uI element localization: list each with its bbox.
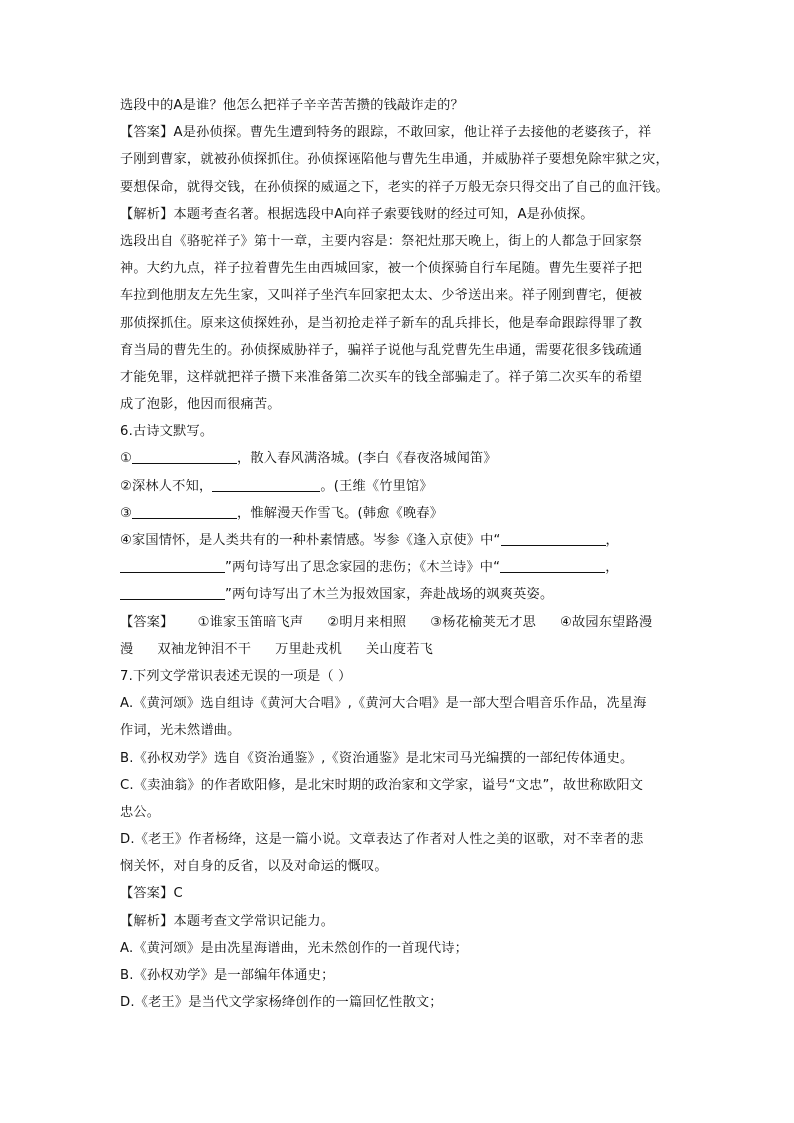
- fill-blank[interactable]: [120, 584, 225, 600]
- fill-blank[interactable]: [501, 530, 606, 546]
- q5-analysis-line: 育当局的曹先生的。孙侦探威胁祥子，骗祥子说他与乱党曹先生串通，需要花很多钱疏通: [120, 342, 643, 358]
- q5-analysis-line: 选段出自《骆驼祥子》第十一章，主要内容是：祭祀灶那天晚上，街上的人都急于回家祭: [120, 233, 643, 249]
- q6-item-4-cont: [120, 554, 680, 581]
- q6-item-4-comma: ，: [605, 533, 619, 548]
- answer-item: ①谁家玉笛暗飞声: [197, 614, 304, 630]
- q7-option: B.《孙权劝学》选自《资治通鉴》,《资治通鉴》是北宋司马光编撰的一部纪传体通史。: [120, 750, 634, 766]
- q6-item-2: [120, 473, 680, 500]
- q7-analysis-line: A.《黄河颂》是由冼星海谱曲，光未然创作的一首现代诗；: [120, 940, 469, 956]
- q6-item-4-comma: ，: [605, 560, 619, 576]
- q5-analysis-line: 【解析】本题考查名著。根据选段中A向祥子索要钱财的经过可知，A是孙侦探。: [120, 206, 594, 222]
- q6-item-3-prefix: ③: [120, 505, 133, 521]
- q7-option: 忠公。: [120, 804, 161, 820]
- answer-item: ④故园东望路漫: [560, 614, 653, 630]
- q5-analysis-line: 成了泡影，他因而很痛苦。: [120, 397, 281, 413]
- q6-item-1-prefix: ①: [120, 451, 133, 467]
- answer-item: 关山度若飞: [366, 641, 433, 657]
- q7-title: 7.下列文学常识表述无误的一项是（ ）: [120, 668, 352, 684]
- q6-item-1: [120, 445, 680, 472]
- q7-option: 悯关怀，对自身的反省，以及对命运的慨叹。: [120, 859, 388, 875]
- fill-blank[interactable]: [132, 448, 237, 464]
- q6-answer: [120, 609, 680, 636]
- q6-item-2-suffix: 。(王维《竹里馆》: [320, 478, 433, 494]
- q6-item-3-suffix: ，惟解漫天作雪飞。(韩愈《晚春》: [237, 505, 444, 521]
- q6-item-4: [120, 527, 680, 554]
- q7-analysis-line: 【解析】本题考查文学常识记能力。: [120, 913, 335, 929]
- q7-option: A.《黄河颂》选自组诗《黄河大合唱》,《黄河大合唱》是一部大型合唱音乐作品，冼星海: [120, 696, 647, 712]
- answer-item: ②明月来相照: [327, 614, 407, 630]
- q6-item-4-text: ④家国情怀，是人类共有的一种朴素情感。岑参《逢入京使》中“: [120, 533, 501, 548]
- q5-analysis-line: 神。大约九点，祥子拉着曹先生由西城回家，被一个侦探骑自行车尾随。曹先生要祥子把: [120, 261, 643, 277]
- q6-item-4-text2: ”两句诗写出了思念家园的悲伤；《木兰诗》中“: [225, 560, 501, 576]
- fill-blank[interactable]: [132, 503, 237, 519]
- q5-analysis-line: 车拉到他朋友左先生家，又叫祥子坐汽车回家把太太、少爷送出来。祥子刚到曹宅，便被: [120, 288, 643, 304]
- q6-item-1-suffix: ，散入春风满洛城。(李白《春夜洛城闻笛》: [237, 451, 497, 467]
- fill-blank[interactable]: [120, 557, 225, 573]
- q7-option: D.《老王》作者杨绛，这是一篇小说。文章表达了作者对人性之美的讴歌，对不幸者的悲: [120, 832, 644, 848]
- q6-title: 6.古诗文默写。: [120, 424, 214, 440]
- q6-item-3: [120, 500, 680, 527]
- q7-analysis-line: B.《孙权劝学》是一部编年体通史；: [120, 968, 335, 983]
- q6-answer-cont: [120, 636, 680, 663]
- q5-analysis-line: 才能免罪，这样就把祥子攒下来准备第二次买车的钱全部骗走了。祥子第二次买车的希望: [120, 369, 643, 385]
- fill-blank[interactable]: [500, 557, 605, 573]
- q6-item-4-cont: [120, 581, 680, 608]
- fill-blank[interactable]: [212, 476, 320, 492]
- answer-label: 【答案】: [120, 614, 174, 630]
- q7-option: 作词，光未然谱曲。: [120, 723, 241, 739]
- q5-answer-line: 子刚到曹家，就被孙侦探抓住。孙侦探诬陷他与曹先生串通，并威胁祥子要想免除牢狱之灾，: [120, 152, 669, 168]
- q7-option: C.《卖油翁》的作者欧阳修，是北宋时期的政治家和文学家，谥号“文忠”，故世称欧阳文: [120, 777, 644, 793]
- answer-item: 万里赴戎机: [275, 641, 343, 657]
- q6-item-2-prefix: ②深林人不知，: [120, 478, 213, 494]
- q7-answer: 【答案】C: [120, 886, 183, 902]
- q5-answer-line: 【答案】A是孙侦探。曹先生遭到特务的跟踪，不敢回家，他让祥子去接他的老婆孩子，祥: [120, 125, 652, 141]
- q5-answer-line: 要想保命，就得交钱，在孙侦探的威逼之下，老实的祥子万般无奈只得交出了自己的血汗钱。: [120, 179, 669, 195]
- answer-item: 漫: [120, 641, 134, 657]
- document-page: [120, 92, 680, 1016]
- q5-question: 选段中的A是谁？他怎么把祥子辛辛苦苦攒的钱敲诈走的？: [120, 98, 464, 113]
- q6-item-4-text3: ”两句诗写出了木兰为报效国家，奔赴战场的飒爽英姿。: [225, 587, 554, 603]
- answer-item: ③杨花榆荚无才思: [430, 614, 536, 630]
- q5-analysis-line: 那侦探抓住。原来这侦探姓孙，是当初抢走祥子新车的乱兵排长，他是奉命跟踪得罪了教: [120, 315, 643, 331]
- answer-item: 双袖龙钟泪不干: [157, 641, 252, 657]
- q7-analysis-line: D.《老王》是当代文学家杨绛创作的一篇回忆性散文；: [120, 995, 443, 1011]
